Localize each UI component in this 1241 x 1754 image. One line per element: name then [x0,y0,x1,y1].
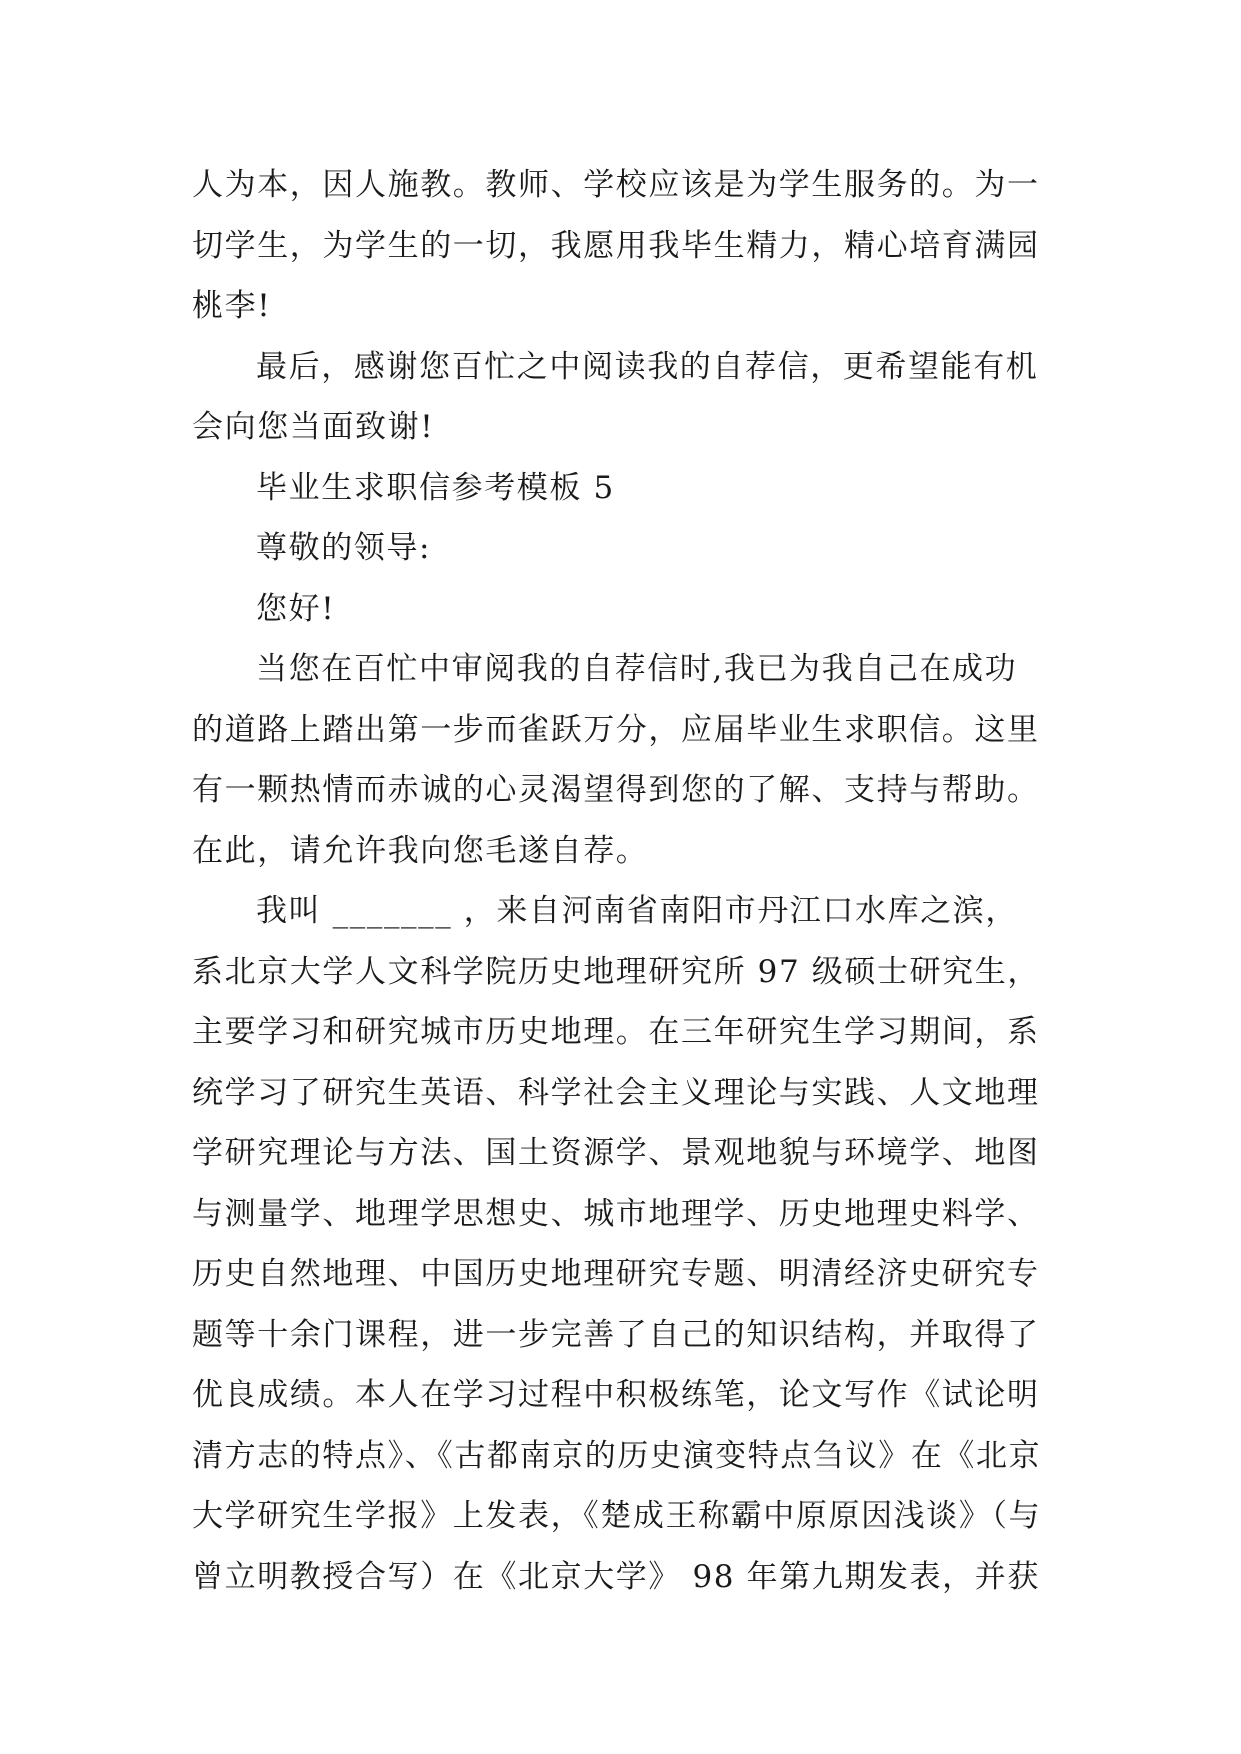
text-line: 在此，请允许我向您毛遂自荐。 [192,832,649,869]
text-line: 桃李! [192,288,272,324]
greeting: 您好! [256,590,336,627]
text-line: 与测量学、地理学思想史、城市地理学、历史地理史料学、 [192,1195,1040,1232]
text-line: 我叫 _______ ，来自河南省南阳市丹江口水库之滨， [256,893,1019,929]
salutation: 尊敬的领导: [256,530,432,566]
text-line: 优良成绩。本人在学习过程中积极练笔，论文写作《试论明 [192,1377,1040,1413]
text-line: 题等十余门课程，进一步完善了自己的知识结构，并取得了 [192,1316,1040,1353]
document-body [192,155,1072,1607]
text-line: 当您在百忙中审阅我的自荐信时,我已为我自己在成功 [256,651,1018,687]
text-line: 最后，感谢您百忙之中阅读我的自荐信，更希望能有机 [256,348,1039,385]
text-line: 统学习了研究生英语、科学社会主义理论与实践、人文地理 [192,1074,1040,1111]
text-line: 大学研究生学报》上发表，《楚成王称霸中原原因浅谈》（与 [192,1498,1042,1534]
text-line: 人为本，因人施教。教师、学校应该是为学生服务的。为一 [192,167,1040,203]
text-line: 系北京大学人文科学院历史地理研究所 97 级硕士研究生， [192,953,1040,990]
section-heading: 毕业生求职信参考模板 5 [256,469,615,506]
text-line: 有一颗热情而赤诚的心灵渴望得到您的了解、支持与帮助。 [192,772,1040,808]
text-line: 曾立明教授合写）在《北京大学》 98 年第九期发表，并获 [192,1558,1040,1595]
text-line: 会向您当面致谢! [192,409,435,445]
text-line: 学研究理论与方法、国土资源学、景观地貌与环境学、地图 [192,1135,1040,1171]
text-line: 历史自然地理、中国历史地理研究专题、明清经济史研究专 [192,1256,1040,1292]
text-line: 的道路上踏出第一步而雀跃万分，应届毕业生求职信。这里 [192,711,1040,748]
text-line: 切学生，为学生的一切，我愿用我毕生精力，精心培育满园 [192,227,1040,264]
text-line: 清方志的特点》、《古都南京的历史演变特点刍议》在《北京 [192,1437,1042,1474]
text-line: 主要学习和研究城市历史地理。在三年研究生学习期间，系 [192,1014,1040,1050]
